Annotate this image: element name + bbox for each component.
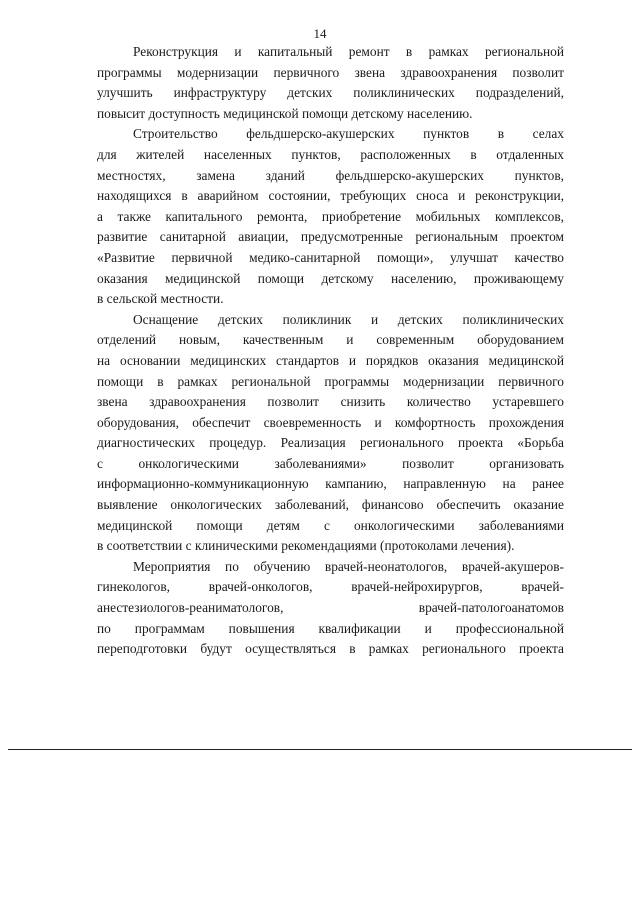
text-line: информационно-коммуникационную кампанию, направленную на ранее — [97, 476, 564, 492]
text-line: медицинской помощи детям с онкологическими заболеваниями — [97, 517, 564, 533]
text-line: улучшить инфраструктуру детских поликлинических подразделений, — [97, 85, 564, 101]
text-line: повысит доступность медицинской помощи детскому населению. — [97, 105, 473, 121]
text-line: помощи в рамках региональной программы модернизации первичного — [97, 373, 564, 389]
text-line: программы модернизации первичного звена здравоохранения позволит — [97, 64, 564, 80]
text-line: анестезиологов-реаниматологов, врачей-патологоанатомов — [97, 600, 564, 616]
text-line: в сельской местности. — [97, 291, 224, 307]
page-number: 14 — [313, 26, 327, 41]
text-line: выявление онкологических заболеваний, финансово обеспечить оказание — [97, 497, 564, 513]
paragraph-construction — [97, 124, 564, 309]
text-line: отделений новым, качественным и современным оборудованием — [97, 332, 564, 348]
document-body — [97, 42, 564, 660]
text-line: по программам повышения квалификации и профессиональной — [97, 620, 564, 636]
page-bottom-divider — [8, 749, 632, 750]
text-line: для жителей населенных пунктов, расположенных в отдаленных — [97, 146, 564, 162]
text-line: а также капитального ремонта, приобретение мобильных комплексов, — [97, 208, 564, 224]
paragraph-equipment — [97, 310, 564, 557]
text-line: Оснащение детских поликлиник и детских поликлинических — [133, 311, 564, 327]
text-line: оборудования, обеспечит своевременность и комфортность прохождения — [97, 414, 564, 430]
text-line: находящихся в аварийном состоянии, требующих сноса и реконструкции, — [97, 188, 564, 204]
text-line: развитие санитарной авиации, предусмотренные региональным проектом — [97, 229, 564, 245]
text-line: с онкологическими заболеваниями» позволит организовать — [97, 455, 564, 471]
text-line: звена здравоохранения позволит снизить количество устаревшего — [97, 394, 564, 410]
paragraph-reconstruction — [97, 42, 564, 124]
text-line: Реконструкция и капитальный ремонт в рамках региональной — [133, 44, 564, 59]
text-line: на основании медицинских стандартов и порядков оказания медицинской — [97, 352, 564, 368]
text-line: местностях, замена зданий фельдшерско-акушерских пунктов, — [97, 167, 564, 183]
text-line: Строительство фельдшерско-акушерских пунктов в селах — [133, 126, 564, 142]
text-line: в соответствии с клиническими рекомендациями (протоколами лечения). — [97, 538, 515, 554]
text-line: переподготовки будут осуществляться в рамках регионального проекта — [97, 641, 564, 657]
text-line: диагностических процедур. Реализация регионального проекта «Борьба — [97, 435, 564, 451]
paragraph-training — [97, 557, 564, 660]
text-line: «Развитие первичной медико-санитарной помощи», улучшат качество — [97, 249, 564, 265]
text-line: гинекологов, врачей-онкологов, врачей-нейрохирургов, врачей- — [97, 579, 564, 595]
text-line: оказания медицинской помощи детскому населению, проживающему — [97, 270, 564, 286]
text-line: Мероприятия по обучению врачей-неонатологов, врачей-акушеров- — [133, 558, 564, 574]
